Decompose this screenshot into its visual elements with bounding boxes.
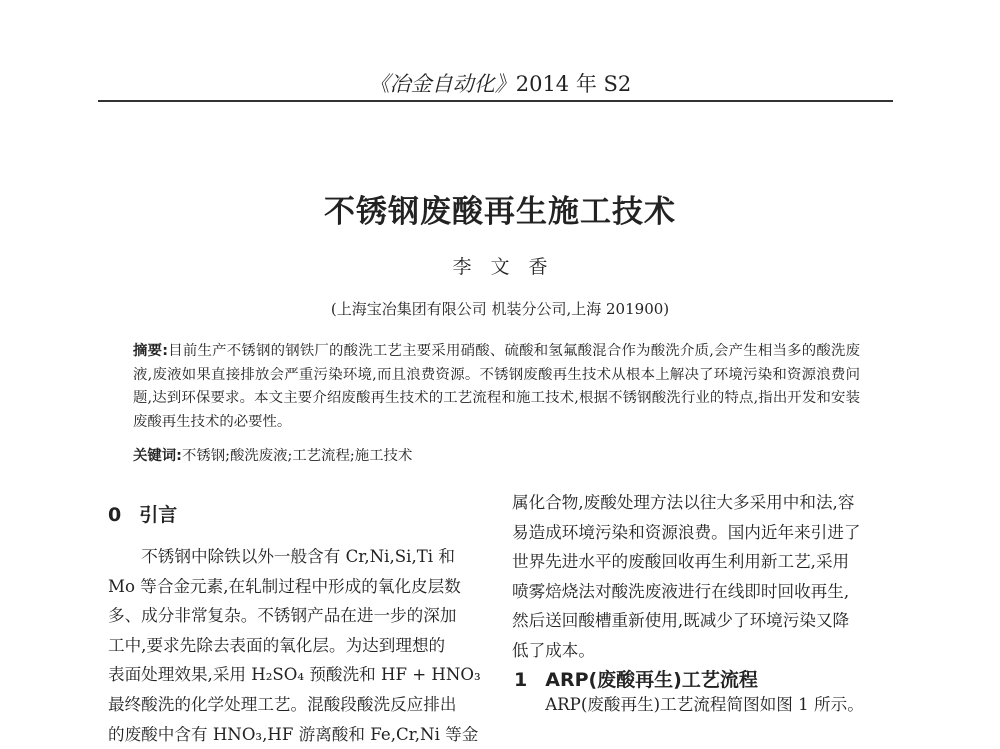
paper-title: 不锈钢废酸再生施工技术 <box>324 194 676 230</box>
body-line: 低了成本。 <box>512 640 595 660</box>
body-line: ARP(废酸再生)工艺流程简图如图 1 所示。 <box>545 695 864 714</box>
right-column <box>512 488 894 666</box>
abstract-line: 和资源浪费问题,达到环保要求。本文主要介绍废酸再生技术的工艺流程和施工技术,根据不锈钢酸洗行业的 <box>133 366 860 406</box>
section-heading-arp <box>514 665 758 692</box>
abstract-line: 特点,指出开发和安装废酸再生技术的必要性。 <box>133 390 860 430</box>
section-number: 0 <box>108 504 122 526</box>
affiliation: (上海宝冶集团有限公司 机装分公司,上海 201900) <box>330 300 670 318</box>
body-line: 的废酸中含有 HNO₃,HF 游离酸和 Fe,Cr,Ni 等金 <box>108 724 479 744</box>
body-line: 然后送回酸槽重新使用,既减少了环境污染又降 <box>512 611 850 631</box>
left-column <box>108 542 486 749</box>
section1-paragraph <box>512 690 894 720</box>
keywords-text: 不锈钢;酸洗废液;工艺流程;施工技术 <box>181 448 413 464</box>
body-line: 最终酸洗的化学处理工艺。混酸段酸洗反应排出 <box>108 694 457 714</box>
abstract-label: 摘要: <box>133 343 168 359</box>
body-line: 多、成分非常复杂。不锈钢产品在进一步的深加 <box>108 606 457 626</box>
section-title: 引言 <box>139 504 178 526</box>
body-line: 易造成环境污染和资源浪费。国内近年来引进了 <box>512 522 861 542</box>
keywords <box>133 444 860 465</box>
header-rule <box>98 100 893 102</box>
section-title: ARP(废酸再生)工艺流程 <box>545 669 758 691</box>
body-line: Mo 等合金元素,在轧制过程中形成的氧化皮层数 <box>108 576 461 596</box>
abstract-line: 酸洗废液,废液如果直接排放会严重污染环境,而且浪费资源。不锈钢废酸再生技术从根本上解决了环境污染 <box>133 343 860 383</box>
abstract <box>133 340 860 434</box>
body-line: 世界先进水平的废酸回收再生利用新工艺,采用 <box>512 552 850 572</box>
body-line: 喷雾焙烧法对酸洗废液进行在线即时回收再生, <box>512 581 850 601</box>
section-number: 1 <box>514 669 528 691</box>
abstract-line: 目前生产不锈钢的钢铁厂的酸洗工艺主要采用硝酸、硫酸和氢氟酸混合作为酸洗介质,会产生相当多的 <box>168 343 817 359</box>
journal-issue: 2014 年 S2 <box>515 72 632 96</box>
body-line: 不锈钢中除铁以外一般含有 Cr,Ni,Si,Ti 和 <box>141 547 455 566</box>
keywords-label: 关键词: <box>133 448 182 464</box>
running-header <box>0 68 1000 98</box>
body-line: 工中,要求先除去表面的氧化层。为达到理想的 <box>108 635 446 655</box>
body-line: 表面处理效果,采用 H₂SO₄ 预酸洗和 HF + HNO₃ <box>108 665 481 685</box>
body-line: 属化合物,废酸处理方法以往大多采用中和法,容 <box>512 493 855 512</box>
section-heading-intro <box>108 500 177 527</box>
author: 李 文 香 <box>452 256 548 278</box>
journal-name: 《冶金自动化》 <box>368 72 516 96</box>
